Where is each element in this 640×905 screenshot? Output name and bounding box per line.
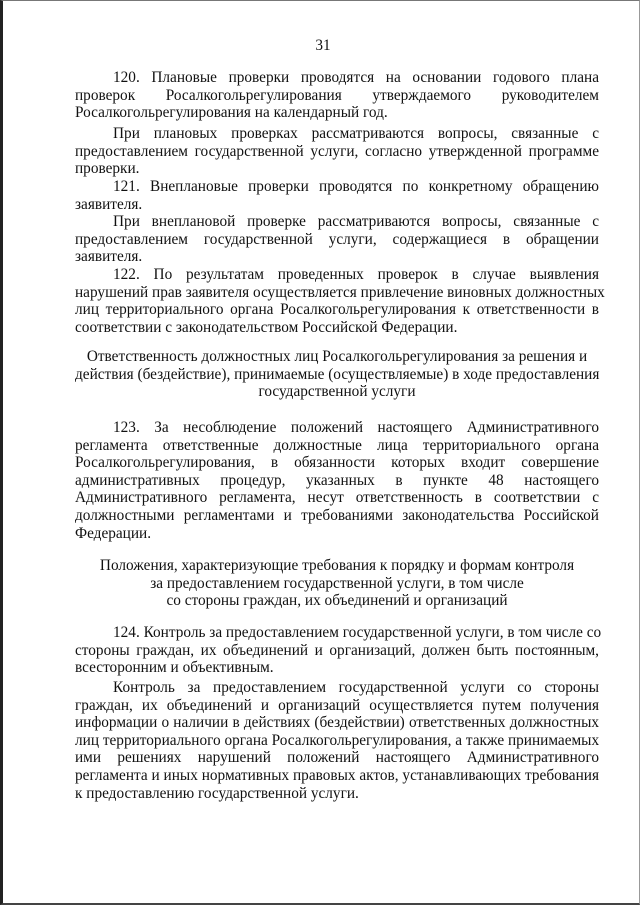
heading-line: действия (бездействие), принимаемые (осуществляемые) в ходе предоставления — [75, 365, 600, 383]
text-line: нарушений прав заявителя осуществляется привлечение виновных должностных — [75, 283, 605, 301]
text-line: лиц территориального органа Росалкогольрегулирования, а также принимаемых — [75, 731, 600, 749]
paragraph — [75, 213, 599, 266]
text-line: 121. Внеплановые проверки проводятся по конкретному обращению — [113, 178, 599, 195]
text-line: Федерации. — [75, 524, 152, 542]
text-line: всесторонним и объективным. — [75, 659, 274, 677]
page-number: 31 — [315, 37, 331, 54]
text-line: проверок Росалкогольрегулирования утверждаемого руководителем — [75, 86, 599, 104]
text-line: Росалкогольрегулирования на календарный год. — [75, 104, 388, 122]
text-line: Росалкогольрегулирования, в обязанности которых входит совершение — [75, 454, 599, 472]
text-line: соответствии с законодательством Российской Федерации. — [75, 318, 458, 336]
text-line: заявителя. — [75, 248, 143, 266]
text-line: 120. Плановые проверки проводятся на основании годового плана — [113, 69, 599, 86]
text-line: При плановых проверках рассматриваются вопросы, связанные с — [113, 125, 599, 142]
heading-line: Положения, характеризующие требования к порядку и формам контроля — [99, 557, 575, 574]
paragraph — [75, 266, 605, 336]
paragraph — [75, 125, 599, 178]
text-line: При внеплановой проверке рассматриваются вопросы, связанные с — [113, 213, 599, 230]
text-line: заявителя. — [75, 195, 143, 213]
heading-line: за предоставлением государственной услуги, в том числе — [150, 574, 524, 592]
text-line: предоставлением государственной услуги, содержащиеся в обращении — [75, 230, 599, 248]
paragraph — [75, 624, 602, 677]
section-heading — [75, 557, 599, 610]
text-line: 124. Контроль за предоставлением государственной услуги, в том числе со — [113, 624, 602, 641]
text-line: должностными регламентами и требованиями законодательства Российской — [75, 506, 599, 524]
text-line: Административного регламента, несут ответственность в соответствии с — [75, 489, 599, 507]
text-line: предоставлением государственной услуги, согласно утвержденной программе — [75, 142, 599, 160]
text-line: регламента и иных нормативных правовых актов, устанавливающих требования — [75, 766, 599, 784]
text-line: стороны граждан, их объединений и организаций, должен быть постоянным, — [75, 641, 599, 659]
text-line: регламента ответственные должностные лица территориального органа — [75, 436, 599, 454]
text-line: административных процедур, указанных в пункте 48 настоящего — [75, 471, 599, 489]
heading-line: государственной услуги — [258, 383, 416, 401]
paragraph — [75, 178, 599, 213]
text-line: проверки. — [75, 160, 140, 178]
heading-line: со стороны граждан, их объединений и организаций — [166, 592, 508, 610]
paragraph — [75, 419, 599, 542]
paragraph — [75, 69, 599, 122]
section-heading — [75, 348, 599, 401]
text-line: 123. За несоблюдение положений настоящего Административного — [113, 419, 599, 436]
text-line: 122. По результатам проведенных проверок в случае выявления — [113, 266, 599, 283]
text-line: граждан, их объединений и организаций осуществляется путем получения — [75, 696, 599, 714]
paragraph — [75, 679, 599, 802]
text-line: Контроль за предоставлением государственной услуги со стороны — [113, 679, 599, 696]
heading-line: Ответственность должностных лиц Росалкогольрегулирования за решения и — [86, 348, 588, 365]
text-line: информации о наличии в действиях (бездействии) ответственных должностных — [75, 714, 599, 732]
text-line: ими решениях нарушений положений настоящего Административного — [75, 749, 599, 767]
text-line: к предоставлению государственной услуги. — [75, 784, 359, 802]
text-line: лиц территориального органа Росалкогольрегулирования к ответственности в — [75, 301, 599, 319]
